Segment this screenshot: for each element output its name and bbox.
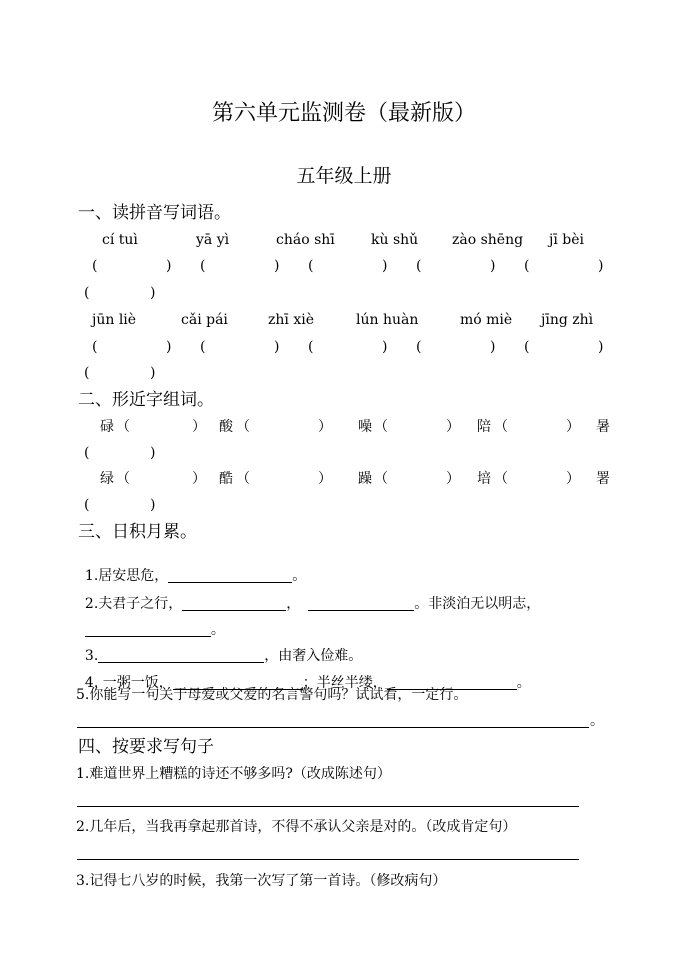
sentence-q1: 1.难道世界上糟糕的诗还不够多吗?（改成陈述句） <box>76 766 391 782</box>
accum-q4-mid: ；半丝半缕， <box>302 675 387 691</box>
page-title: 第六单元监测卷（最新版） <box>211 101 476 126</box>
paren-close: ) <box>150 285 156 301</box>
paren-close: ） <box>566 419 580 435</box>
section-2-heading: 二、形近字组词。 <box>78 390 214 410</box>
paren-close: ) <box>274 339 280 355</box>
page-subtitle: 五年级上册 <box>296 165 392 187</box>
pinyin-10: lún huàn <box>356 312 419 328</box>
paren-open: ( <box>200 339 206 355</box>
near-char: 署 <box>596 471 610 487</box>
pinyin-2: yā yì <box>196 232 230 248</box>
paren-close: ) <box>150 497 156 513</box>
accum-q2 <box>76 582 540 611</box>
paren-close: ） <box>446 419 460 435</box>
pinyin-9: zhī xiè <box>268 312 314 328</box>
paren-open: ( <box>84 445 90 461</box>
answer-blank[interactable] <box>308 596 414 611</box>
accum-q2-mid: 。非淡泊无以明志， <box>414 596 541 612</box>
pinyin-8: cǎi pái <box>181 312 228 328</box>
sentence-q2: 2.几年后，当我再拿起那首诗，不得不承认父亲是对的。（改成肯定句） <box>76 819 517 835</box>
accum-q1-text: 1.居安思危， <box>84 568 169 584</box>
near-char: 酷 <box>219 471 233 487</box>
paren-close: ） <box>318 419 332 435</box>
paren-open: （ <box>236 419 250 435</box>
paren-open: （ <box>494 419 508 435</box>
near-char: 酸 <box>219 419 233 435</box>
answer-line[interactable] <box>77 859 579 860</box>
accum-q5: 5.你能写一句关于母爱或父爱的名言警句吗？试试看，一定行。 <box>76 687 468 703</box>
paren-open: （ <box>374 419 388 435</box>
paren-close: ) <box>382 339 388 355</box>
paren-open: ( <box>200 258 206 274</box>
accum-q1 <box>76 554 306 583</box>
accum-q5-end: 。 <box>590 713 604 729</box>
near-char: 噪 <box>358 419 372 435</box>
paren-close: ) <box>274 258 280 274</box>
answer-line[interactable] <box>77 727 589 728</box>
accum-q3 <box>76 634 362 663</box>
paren-open: ( <box>416 339 422 355</box>
paren-close: ) <box>490 339 496 355</box>
pinyin-6: jī bèi <box>549 232 584 248</box>
near-char: 陪 <box>477 419 491 435</box>
paren-close: ) <box>166 339 172 355</box>
section-3-heading: 三、日积月累。 <box>78 522 197 542</box>
sentence-q3: 3.记得七八岁的时候，我第一次写了第一首诗。（修改病句） <box>76 873 447 889</box>
near-char: 碌 <box>100 419 114 435</box>
paren-close: ） <box>318 471 332 487</box>
near-char: 躁 <box>358 471 372 487</box>
paren-open: ( <box>524 339 530 355</box>
answer-blank[interactable] <box>168 568 292 583</box>
paren-close: ） <box>192 471 206 487</box>
paren-open: （ <box>494 471 508 487</box>
paren-open: ( <box>92 258 98 274</box>
answer-line[interactable] <box>77 806 579 807</box>
paren-close: ) <box>382 258 388 274</box>
pinyin-12: jīng zhì <box>541 312 594 328</box>
section-4-heading: 四、按要求写句子 <box>78 737 214 757</box>
paren-open: （ <box>374 471 388 487</box>
paren-close: ) <box>598 258 604 274</box>
paren-open: ( <box>524 258 530 274</box>
paren-close: ） <box>192 419 206 435</box>
paren-close: ) <box>150 445 156 461</box>
accum-q3-num: 3. <box>84 648 99 664</box>
accum-q2-cont <box>76 608 225 637</box>
pinyin-1: cí tuì <box>102 232 138 248</box>
paren-open: （ <box>116 471 130 487</box>
paren-open: ( <box>84 497 90 513</box>
accum-q4 <box>76 661 531 690</box>
near-char: 绿 <box>100 471 114 487</box>
accum-q4-end: 。 <box>516 675 531 691</box>
paren-open: （ <box>116 419 130 435</box>
paren-open: ( <box>92 339 98 355</box>
accum-q4-text: 4. 一粥一饭， <box>84 675 173 691</box>
section-1-heading: 一、读拼音写词语。 <box>78 203 231 223</box>
paren-close: ) <box>490 258 496 274</box>
paren-close: ） <box>446 471 460 487</box>
paren-open: ( <box>308 339 314 355</box>
paren-open: （ <box>236 471 250 487</box>
accum-q2-text: 2.夫君子之行， <box>84 596 183 612</box>
paren-open: ( <box>416 258 422 274</box>
accum-q1-end: 。 <box>292 568 307 584</box>
pinyin-11: mó miè <box>460 312 513 328</box>
accum-q2-comma: ， <box>286 596 301 612</box>
paren-open: ( <box>84 365 90 381</box>
paren-close: ） <box>566 471 580 487</box>
pinyin-4: kù shǔ <box>371 232 419 248</box>
pinyin-3: cháo shī <box>276 232 335 248</box>
paren-close: ) <box>166 258 172 274</box>
accum-q2-end: 。 <box>210 622 225 638</box>
paren-open: ( <box>84 285 90 301</box>
pinyin-5: zào shēng <box>452 232 524 248</box>
pinyin-7: jūn liè <box>92 312 137 328</box>
accum-q3-text: ，由奢入俭难。 <box>264 648 363 664</box>
paren-close: ) <box>598 339 604 355</box>
paren-close: ) <box>150 365 156 381</box>
near-char: 暑 <box>596 419 610 435</box>
near-char: 培 <box>477 471 491 487</box>
paren-open: ( <box>308 258 314 274</box>
